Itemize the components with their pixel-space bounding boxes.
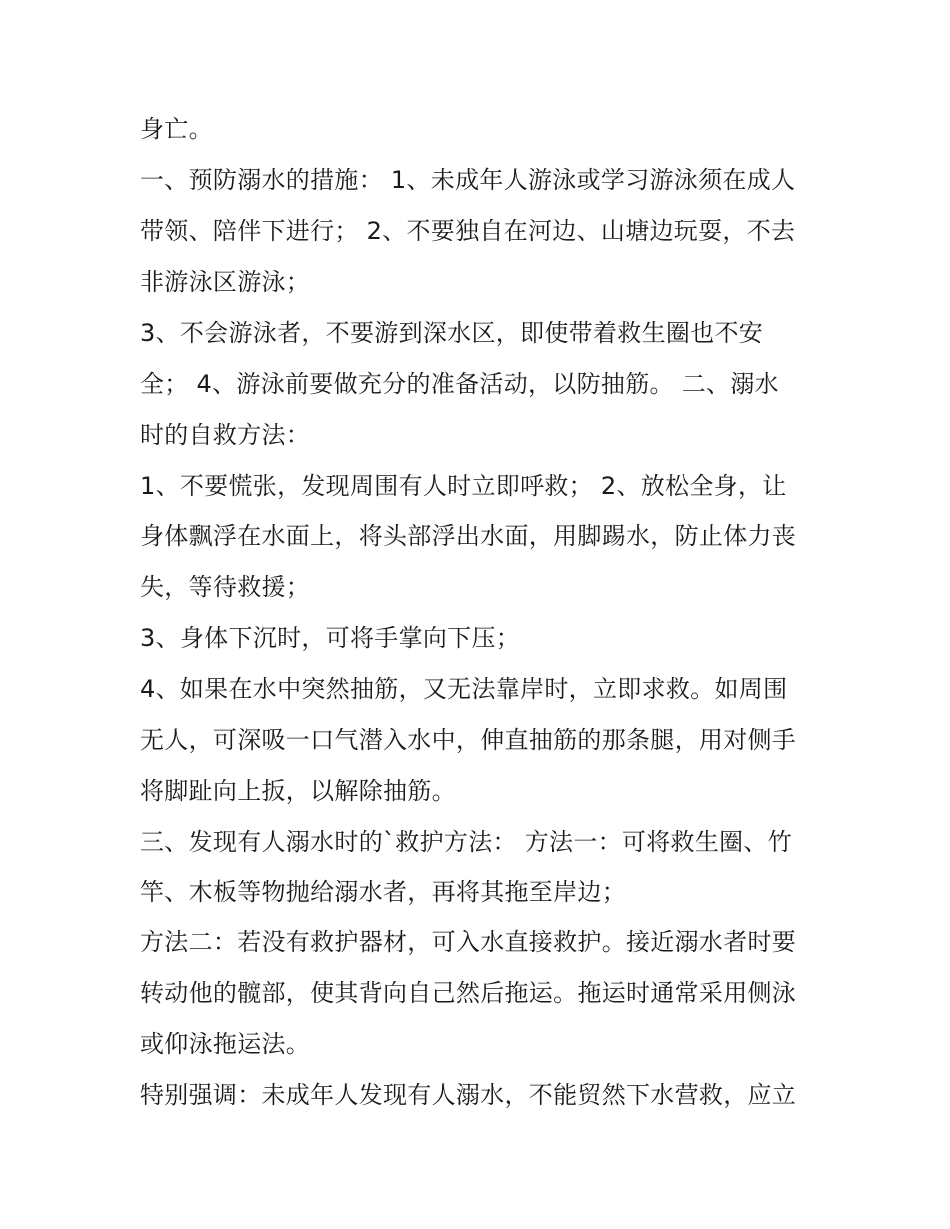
text-line: 无人，可深吸一口气潜入水中，伸直抽筋的那条腿，用对侧手 [140,726,797,754]
text-line: 或仰泳拖运法。 [140,1030,311,1058]
text-line: 3、身体下沉时，可将手掌向下压； [140,624,521,652]
text-line: 4、如果在水中突然抽筋，又无法靠岸时，立即求救。如周围 [140,675,788,703]
text-line: 带领、陪伴下进行； 2、不要独自在河边、山塘边玩耍，不去 [140,217,796,245]
text-line: 全； 4、游泳前要做充分的准备活动，以防抽筋。 二、溺水 [140,370,779,398]
text-line: 方法二：若没有救护器材，可入水直接救护。接近溺水者时要 [140,928,797,956]
text-line: 一、预防溺水的措施： 1、未成年人游泳或学习游泳须在成人 [140,166,796,194]
text-line: 将脚趾向上扳，以解除抽筋。 [140,777,456,805]
text-line: 转动他的髋部，使其背向自己然后拖运。拖运时通常采用侧泳 [140,979,797,1007]
text-line: 身体飘浮在水面上，将头部浮出水面，用脚踢水，防止体力丧 [140,522,797,550]
text-line: 三、发现有人溺水时的`救护方法： 方法一：可将救生圈、竹 [140,828,793,856]
text-line: 竿、木板等物抛给溺水者，再将其拖至岸边； [140,878,626,906]
text-line: 失，等待救援； [140,573,311,601]
text-line: 非游泳区游泳； [140,268,311,296]
text-line: 特别强调：未成年人发现有人溺水，不能贸然下水营救，应立 [140,1081,797,1109]
text-line: 3、不会游泳者，不要游到深水区，即使带着救生圈也不安 [140,319,764,347]
text-line: 1、不要慌张，发现周围有人时立即呼救； 2、放松全身，让 [140,472,787,500]
text-line: 时的自救方法： [140,421,311,449]
text-line: 身亡。 [140,115,213,143]
